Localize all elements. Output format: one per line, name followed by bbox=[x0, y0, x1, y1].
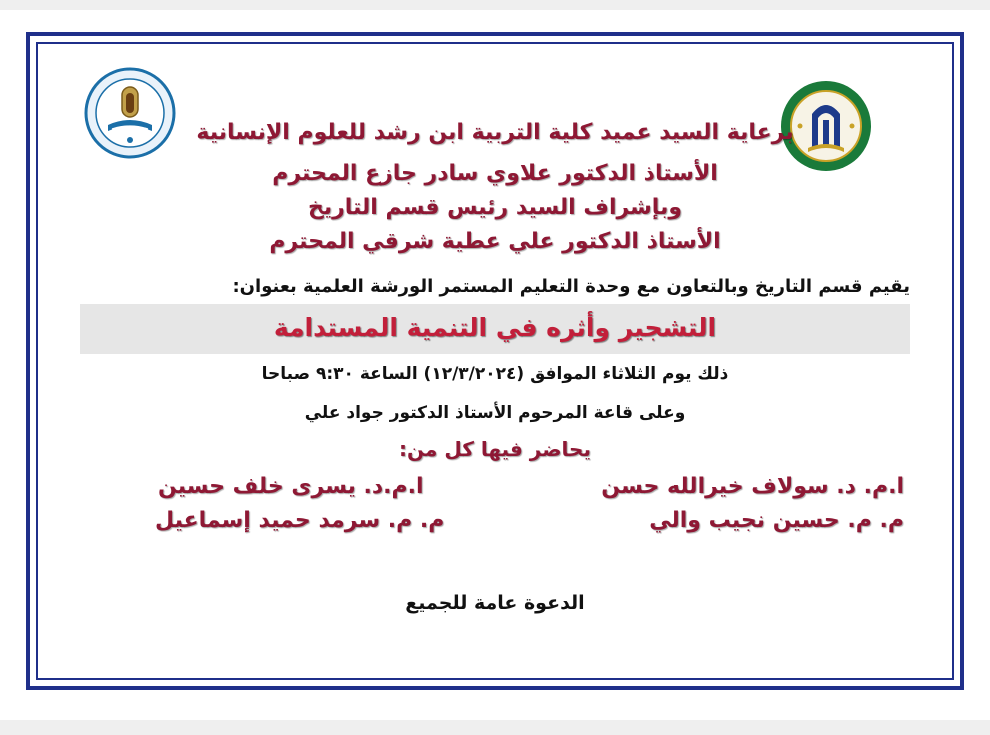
sponsor-line-1: برعاية السيد عميد كلية التربية ابن رشد للعلوم الإنسانية bbox=[196, 120, 794, 145]
sponsor-line-3: وبإشراف السيد رئيس قسم التاريخ bbox=[308, 195, 682, 220]
workshop-title: التشجير وأثره في التنمية المستدامة bbox=[273, 313, 717, 342]
lecturer-2: ا.م.د. يسرى خلف حسين bbox=[158, 474, 424, 499]
intro-text: يقيم قسم التاريخ وبالتعاون مع وحدة التعليم المستمر الورشة العلمية بعنوان: bbox=[232, 276, 910, 297]
invitation-text: الدعوة عامة للجميع bbox=[405, 592, 585, 614]
workshop-datetime: ذلك يوم الثلاثاء الموافق (١٢/٣/٢٠٢٤) الساعة ٩:٣٠ صباحا bbox=[261, 364, 729, 384]
college-emblem-icon bbox=[84, 67, 176, 159]
sponsor-line-2: الأستاذ الدكتور علاوي سادر جازع المحترم bbox=[272, 161, 718, 186]
workshop-venue: وعلى قاعة المرحوم الأستاذ الدكتور جواد علي bbox=[304, 403, 686, 423]
lecturer-4: م. م. سرمد حميد إسماعيل bbox=[155, 508, 445, 533]
lecturer-3: م. م. حسين نجيب والي bbox=[649, 508, 904, 533]
lecturers-heading: يحاضر فيها كل من: bbox=[399, 437, 591, 461]
lecturer-1: ا.م. د. سولاف خيرالله حسن bbox=[601, 474, 904, 499]
sponsor-line-4: الأستاذ الدكتور علي عطية شرقي المحترم bbox=[269, 229, 721, 254]
